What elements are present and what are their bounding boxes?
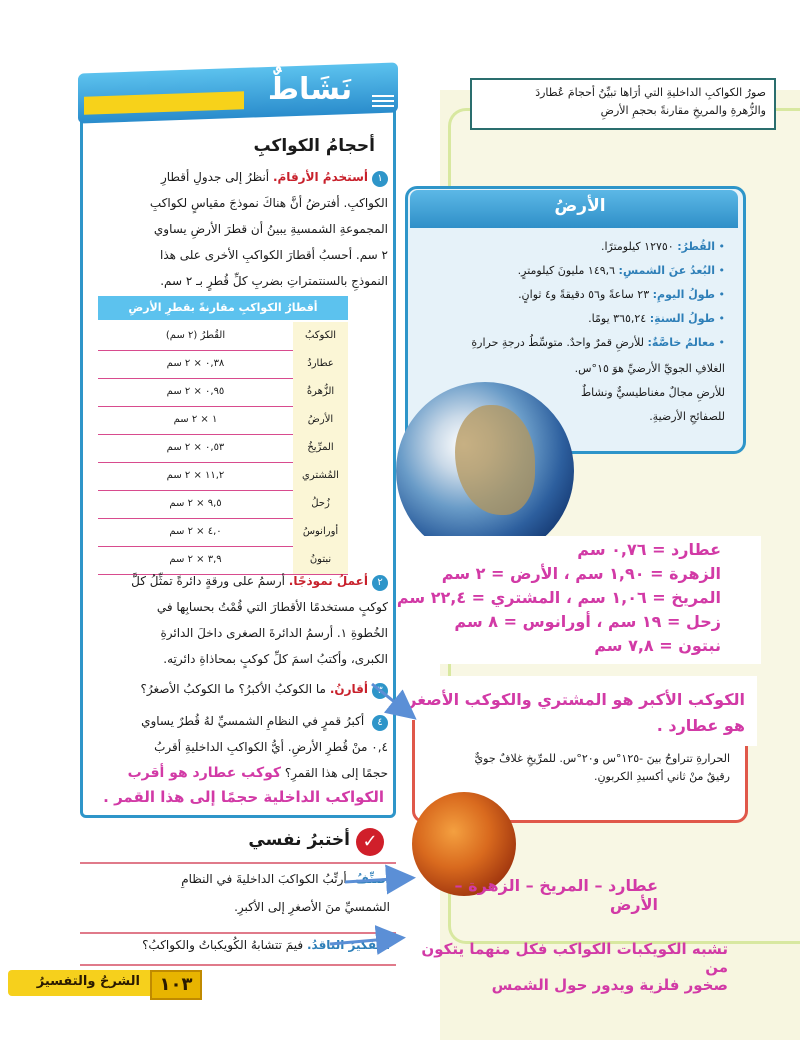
earth-fact-key: طولُ السنةِ:: [649, 312, 715, 325]
answer-size-line: المريخ = ١,٠٦ سم ، المشتري = ٢٢,٤ سم: [396, 588, 721, 607]
arrow-step3-to-answer: [372, 684, 412, 716]
step-2-line: أرسمُ على ورقةٍ دائرةً تمثِّلُ كلَّ: [131, 574, 285, 588]
table-cell-planet: عطاردُ: [293, 350, 348, 378]
earth-fact-value: ٣٦٥,٢٤ يومًا.: [588, 312, 647, 325]
earth-fact-value: ١٢٧٥٠ كيلومترًا.: [600, 240, 674, 253]
earth-fact-key: القُطرُ:: [677, 240, 715, 253]
step-1-line: النموذجِ بالسنتمتراتِ بضربِ كلِّ قُطرٍ بـ ٢ سم.: [160, 274, 388, 288]
earth-fact-distance: • البُعدُ عنَ الشمسِ: ١٤٩,٦ مليونَ كيلومترٍ.: [517, 264, 725, 277]
step-1-label: أستخدمُ الأرقامَ.: [272, 170, 368, 184]
table-cell-planet: الأرضُ: [293, 406, 348, 434]
step-1-line: الكواكبِ. أفترضُ أنَّ هناكَ نموذجَ مقياسٍ لكواكبِ: [149, 196, 388, 210]
step-number-badge: ١: [372, 171, 388, 187]
answer-order: عطارد – المريخ – الزهرة – الأرض: [454, 876, 658, 914]
earth-fact-value: للأرضِ قمرٌ واحدٌ. متوسِّطُ درجةِ حرارةِ: [471, 336, 644, 349]
earth-extra-line-2: للأرضِ مجالٌ مغناطيسيٌّ ونشاطٌ: [581, 386, 725, 399]
table-cell-planet: المُشتري: [293, 462, 348, 490]
table-cell-planet: نبتونُ: [293, 546, 348, 574]
answer-compare-line-1: الكوكب الأكبر هو المشتري والكوكب الأصغر: [407, 690, 745, 709]
answer-similarity-line-2: صخور فلزية ويدور حول الشمس: [491, 976, 728, 994]
table-cell-diameter: ٠,٩٥ × ٢ سم: [166, 386, 225, 397]
step-4-answer-inline: كوكب عطارد هو أقرب: [127, 765, 282, 781]
table-cell-diameter: ٤,٠ × ٢ سم: [169, 526, 222, 537]
step-1-line: المجموعةِ الشمسيةِ يبينُ أن قطرَ الأرضِ يساوي: [153, 222, 388, 236]
caption-line-1: صورُ الكواكبِ الداخليةِ التي أرَاها تبيِّنُ أحجامَ عُطاردَ: [535, 86, 766, 99]
earth-fact-value: ٢٣ ساعةً و٥٦ دقيقةً و٤ ثوانٍ.: [518, 288, 650, 301]
step-number-badge: ٣: [372, 683, 388, 699]
answer-size-line: الزهرة = ١,٩٠ سم ، الأرض = ٢ سم: [441, 564, 721, 583]
table-cell-planet: أورانوسُ: [293, 518, 348, 546]
step-4-line: أكبرُ قمرٍ في النظامِ الشمسيِّ لهُ قُطرٌ يساوي: [141, 714, 365, 728]
step-4-line: حجمًا إلى هذا القمرِ؟: [284, 766, 388, 780]
activity-header-title: نَشَاطٌ: [267, 72, 353, 107]
question-1-line-2: الشمسيِّ منَ الأصغرِ إلى الأكبرِ.: [234, 900, 390, 914]
table-cell-diameter: ١ × ٢ سم: [173, 414, 218, 425]
step-number-badge: ٤: [372, 715, 388, 731]
question-1-text: أرتِّبُ الكواكبَ الداخليةَ في النظامِ: [181, 872, 347, 886]
table-title: أقطارُ الكواكبِ مقارنةً بقطرِ الأرضِ: [98, 296, 348, 320]
mars-text-line-1: الحرارةِ تتراوحُ بينَ -١٢٥°س و٢٠°س. للمرِّيخِ غلافٌ جويٌّ: [474, 752, 730, 765]
step-2-line: الكبرى، وأكتبُ اسمَ كلِّ كوكبٍ بمحاذاةِ دائرتِه.: [163, 652, 388, 666]
earth-fact-value: ١٤٩,٦ مليونَ كيلومترٍ.: [517, 264, 616, 277]
step-3-text: ما الكوكبُ الأكبرُ؟ ما الكوكبُ الأصغرُ؟: [140, 682, 326, 696]
earth-fact-key: البُعدُ عنَ الشمسِ:: [618, 264, 715, 277]
footer-label: الشرحُ والتفسيرُ: [36, 974, 140, 989]
table-header-planet: الكوكبُ: [293, 322, 348, 350]
table-cell-diameter: ٠,٥٣ × ٢ سم: [166, 442, 225, 453]
step-3-label: أقارنُ.: [329, 682, 368, 696]
mars-text-line-2: رقيقٌ منْ ثاني أكسيدِ الكربونِ.: [593, 770, 730, 783]
earth-fact-key: طولُ اليومِ:: [652, 288, 715, 301]
step-2-line: كوكبٍ مستخدمًا الأقطارَ التي قُمْتُ بحسابِها في: [156, 600, 388, 614]
earth-fact-day-length: • طولُ اليومِ: ٢٣ ساعةً و٥٦ دقيقةً و٤ ثوانٍ.: [518, 288, 725, 301]
answer-size-line: نبتون = ٧,٨ سم: [594, 636, 721, 655]
answer-similarity-line-1: تشبه الكويكبات الكواكب فكل منهما يتكون من: [421, 940, 728, 976]
answer-size-line: زحل = ١٩ سم ، أورانوس = ٨ سم: [454, 612, 721, 631]
table-cell-planet: الزُّهرةُ: [293, 378, 348, 406]
answer-compare-line-2: هو عطارد .: [656, 716, 745, 735]
table-cell-diameter: ١١,٢ × ٢ سم: [166, 470, 225, 481]
earth-fact-diameter: • القُطرُ: ١٢٧٥٠ كيلومترًا.: [600, 240, 725, 253]
earth-fact-features: • معالمُ خاصَّةٌ: للأرضِ قمرٌ واحدٌ. متوسِّطُ درجةِ حرارةِ: [471, 336, 725, 349]
table-cell-diameter: ٠,٣٨ × ٢ سم: [166, 358, 225, 369]
earth-fact-key: معالمُ خاصَّةٌ:: [647, 336, 715, 349]
step-2-label: أعملُ نموذجًا.: [288, 574, 368, 588]
earth-extra-line-1: الغلافِ الجويِّ الأرضيِّ هوَ ١٥°س.: [574, 362, 725, 375]
question-2-label: التفكيرُ الناقدُ.: [306, 938, 390, 952]
caption-line-2: والزُّهرةِ والمريخِ مقارنةً بحجمِ الأرضِ: [600, 104, 766, 117]
activity-subtitle: أحجامُ الكواكبِ: [253, 136, 375, 156]
arrow-q2-to-answer: [330, 938, 400, 944]
step-1-line: ٢ سم. أحسبُ أقطارَ الكواكبِ الأخرى على هذا: [160, 248, 388, 262]
step-4-answer-line-2: الكواكب الداخلية حجمًا إلى هذا القمر .: [103, 788, 384, 806]
step-1-line: أنظرُ إلى جدولِ أقطارِ: [160, 170, 270, 184]
table-cell-planet: زُحلُ: [293, 490, 348, 518]
table-cell-diameter: ٩,٥ × ٢ سم: [169, 498, 222, 509]
earth-extra-line-3: للصفائحِ الأرضيةِ.: [649, 410, 725, 423]
arrow-q1-to-answer: [345, 878, 410, 882]
answer-size-line: عطارد = ٠,٧٦ سم: [577, 540, 721, 559]
step-4-line: ٠,٤ منْ قُطرِ الأرضِ. أيُّ الكواكبِ الداخليةِ أقربُ: [154, 740, 388, 754]
step-number-badge: ٢: [372, 575, 388, 591]
step-2-line: الخُطوةِ ١. أرسمُ الدائرةَ الصغرى داخلَ الدائرةِ: [160, 626, 388, 640]
question-2-text: فيمَ تتشابهُ الكُويكباتُ والكواكبُ؟: [142, 938, 304, 952]
table-cell-planet: المرِّيخُ: [293, 434, 348, 462]
question-1-label: أصنِّفُ.: [350, 872, 390, 886]
earth-title: الأرضُ: [554, 196, 606, 216]
page-number: ١٠٣: [150, 970, 202, 1000]
self-test-title: أختبرُ نفسي: [248, 830, 350, 850]
table-cell-diameter: ٣,٩ × ٢ سم: [169, 554, 222, 565]
earth-fact-year-length: • طولُ السنةِ: ٣٦٥,٢٤ يومًا.: [588, 312, 725, 325]
table-header-diameter: القُطرُ (٢ سم): [165, 330, 226, 341]
checkmark-icon: ✓: [356, 828, 384, 856]
